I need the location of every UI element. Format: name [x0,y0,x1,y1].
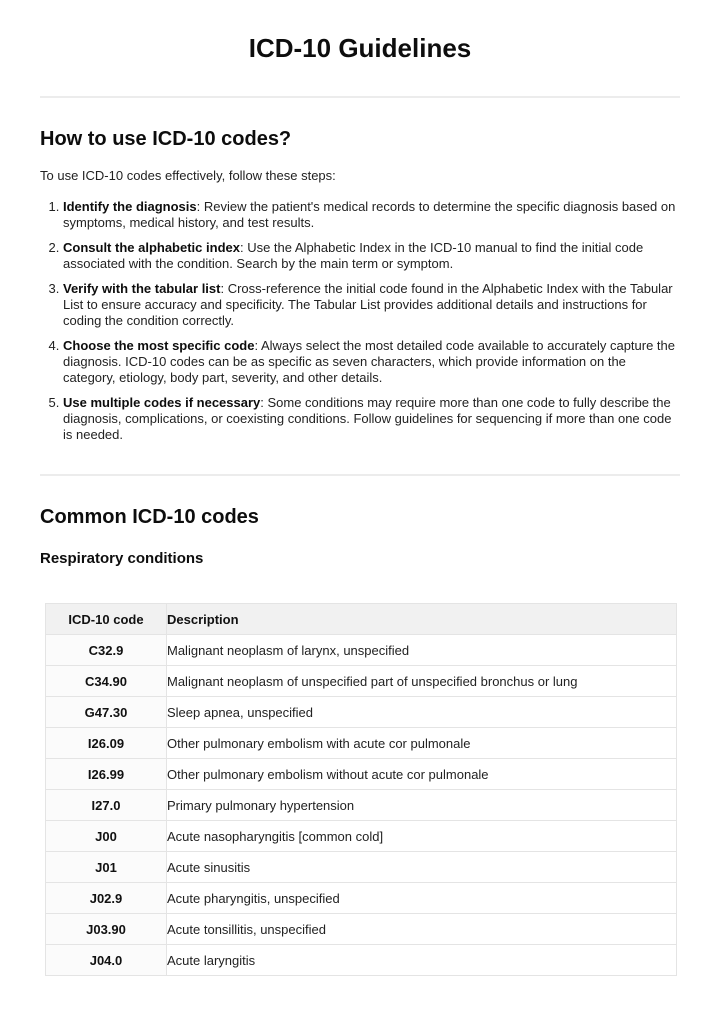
code-cell: J00 [46,821,167,852]
code-cell: I27.0 [46,790,167,821]
step-term: Identify the diagnosis [63,199,197,214]
table-row [46,852,677,883]
how-to-steps-list [40,199,680,443]
list-item-step-4 [63,338,679,386]
table-header-row [46,604,677,635]
table-row [46,914,677,945]
code-cell: J03.90 [46,914,167,945]
table-row [46,635,677,666]
table-row [46,945,677,976]
step-term: Choose the most specific code [63,338,255,353]
code-cell: G47.30 [46,697,167,728]
list-item-step-1 [63,199,679,231]
step-text: : Always select the most detailed code available to accurately capture the diagnosis. ICD-10 codes can be as specific as seven characters, which provide information on the category, etiology, body part, severity, and other details. [63,338,676,385]
code-cell: C34.90 [46,666,167,697]
column-header-code: ICD-10 code [46,604,167,635]
step-term: Consult the alphabetic index [63,240,240,255]
respiratory-conditions-subheading: Respiratory conditions [40,550,204,567]
description-cell: Acute laryngitis [167,945,677,976]
code-cell: J02.9 [46,883,167,914]
step-text: : Cross-reference the initial code found in the Alphabetic Index with the Tabular List to ensure accuracy and specificity. The Tabular List provides additional details and instructions for coding the condition correctly. [63,281,673,328]
table-row [46,697,677,728]
description-cell: Acute tonsillitis, unspecified [167,914,677,945]
table-row [46,759,677,790]
step-text: : Review the patient's medical records to determine the specific diagnosis based on symptoms, medical history, and test results. [63,199,676,230]
description-cell: Other pulmonary embolism without acute cor pulmonale [167,759,677,790]
description-cell: Malignant neoplasm of unspecified part of unspecified bronchus or lung [167,666,677,697]
table-body [46,635,677,976]
step-text: : Some conditions may require more than one code to fully describe the diagnosis, complications, or coexisting conditions. Follow guidelines for sequencing if more than one code is needed. [63,395,672,442]
code-cell: I26.09 [46,728,167,759]
table-row [46,883,677,914]
section-divider [40,474,680,476]
description-cell: Acute nasopharyngitis [common cold] [167,821,677,852]
description-cell: Malignant neoplasm of larynx, unspecified [167,635,677,666]
title-divider [40,96,680,98]
description-cell: Acute pharyngitis, unspecified [167,883,677,914]
code-cell: J01 [46,852,167,883]
how-to-heading: How to use ICD-10 codes? [40,128,292,150]
how-to-intro: To use ICD-10 codes effectively, follow these steps: [40,168,336,183]
description-cell: Acute sinusitis [167,852,677,883]
table-row [46,728,677,759]
table-row [46,821,677,852]
step-term: Use multiple codes if necessary [63,395,261,410]
step-term: Verify with the tabular list [63,281,221,296]
page-title: ICD-10 Guidelines [248,33,472,63]
how-to-section [40,127,680,443]
step-text: : Use the Alphabetic Index in the ICD-10 manual to find the initial code associated with the condition. Search by the main term or symptom. [63,240,644,271]
table-row [46,790,677,821]
description-cell: Primary pulmonary hypertension [167,790,677,821]
common-codes-heading: Common ICD-10 codes [40,506,259,528]
column-header-description: Description [167,604,677,635]
common-codes-section [40,505,680,976]
list-item-step-2 [63,240,679,272]
code-cell: J04.0 [46,945,167,976]
code-cell: I26.99 [46,759,167,790]
description-cell: Other pulmonary embolism with acute cor pulmonale [167,728,677,759]
table-row [46,666,677,697]
icd10-codes-table [45,603,677,976]
list-item-step-3 [63,281,679,329]
description-cell: Sleep apnea, unspecified [167,697,677,728]
code-cell: C32.9 [46,635,167,666]
table-header [46,604,677,635]
list-item-step-5 [63,395,679,443]
